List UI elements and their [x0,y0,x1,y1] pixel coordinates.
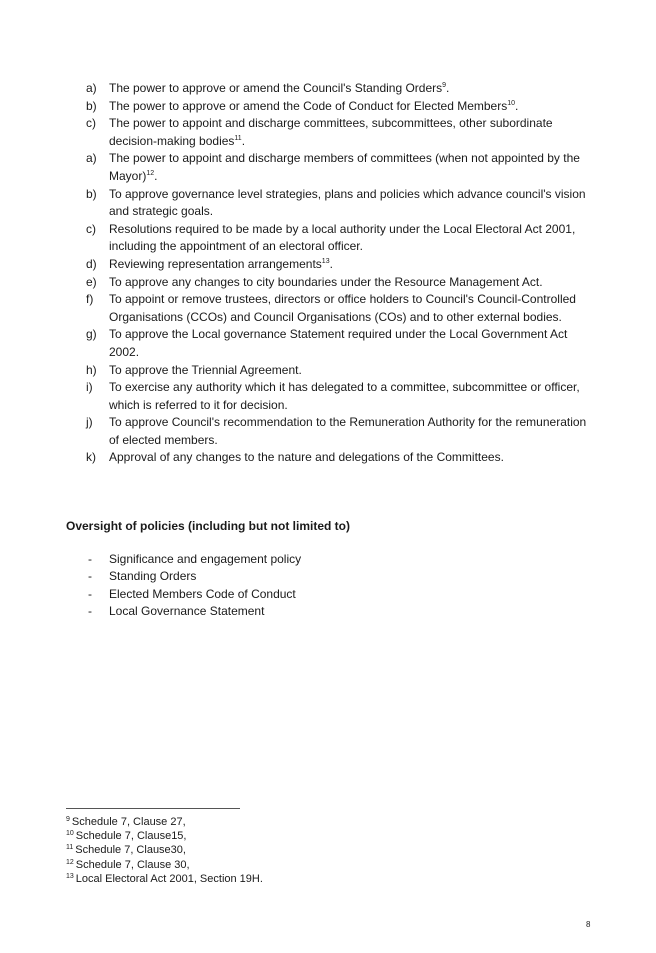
list-item-text: Reviewing representation arrangements [109,256,322,271]
policies-list [86,551,301,621]
list-item-text: Standing Orders [109,569,197,584]
list-marker: e) [86,274,97,289]
list-marker: d) [86,256,97,271]
footnote [66,829,263,843]
list-item-text: Significance and engagement policy [109,552,302,566]
list-marker: a) [86,81,97,95]
list-item [86,586,301,603]
footnote-ref[interactable]: 12 [146,169,155,177]
footnote-number: 9 [66,816,70,823]
list-marker: a) [86,151,97,166]
list-item-text: Elected Members Code of Conduct [109,586,296,601]
list-marker: g) [86,327,97,342]
bullet-dash: - [88,569,92,584]
list-marker: b) [86,98,97,113]
list-item-text: The power to approve or amend the Council's Standing Orders [109,81,443,95]
footnote [66,815,263,829]
page-number: 8 [586,920,591,929]
list-item-text: To appoint or remove trustees, directors or office holders to Council's Council-Controlled Organisations (CCOs) and Council Organisations (COs) and to other external bodies. [109,292,576,324]
powers-list [86,80,591,467]
footnote-separator [66,808,240,809]
footnote-text: Schedule 7, Clause30, [75,844,186,857]
list-item-tail: . [241,133,246,148]
list-item-text: To exercise any authority which it has delegated to a committee, subcommittee or officer, which is referred to it for decision. [109,380,580,412]
list-marker: h) [86,362,97,377]
list-marker: j) [86,415,93,430]
list-item-text: The power to approve or amend the Code of Conduct for Elected Members [109,98,508,113]
list-item-text: The power to appoint and discharge committees, subcommittees, other subordinate decision-making bodies [109,116,553,148]
list-item [86,80,591,98]
footnote [66,843,263,857]
list-item [86,414,591,449]
footnote-text: Schedule 7, Clause15, [75,830,187,843]
list-item-tail: . [446,81,450,95]
list-item-tail: . [329,256,333,271]
bullet-dash: - [88,552,92,566]
list-item [86,326,591,361]
bullet-dash: - [88,586,92,601]
bullet-dash: - [88,604,92,619]
list-item-text: To approve the Local governance Statement required under the Local Government Act 2002. [109,327,568,359]
list-item [86,379,591,414]
list-item-text: To approve governance level strategies, plans and policies which advance council's vision and strategic goals. [109,186,586,219]
list-item-text: Local Governance Statement [109,604,265,619]
list-item [86,551,301,568]
list-item [86,291,591,326]
list-item-text: Resolutions required to be made by a local authority under the Local Electoral Act 2001, including the appointment of an electoral officer. [109,221,576,254]
footnote-number: 11 [66,844,74,852]
list-item [86,256,591,274]
footnote-text: Schedule 7, Clause 27, [71,816,186,828]
footnote [66,858,263,872]
list-marker: c) [86,221,96,236]
list-item-text: The power to appoint and discharge members of committees (when not appointed by the Mayor) [109,151,580,183]
footnote-number: 13 [66,872,74,880]
section-heading: Oversight of policies (including but not limited to) [66,519,350,533]
footnote-number: 10 [66,830,74,838]
list-item-tail: . [154,168,158,183]
footnote-text: Schedule 7, Clause 30, [75,858,190,871]
list-item [86,362,591,380]
footnote [66,872,263,886]
list-item-text: To approve the Triennial Agreement. [109,362,302,377]
list-item [86,98,591,116]
list-item [86,274,591,292]
footnote-number: 12 [66,858,74,866]
list-item-text: To approve any changes to city boundaries under the Resource Management Act. [109,274,543,289]
list-marker: c) [86,116,96,131]
list-marker: i) [86,380,93,395]
list-item [86,603,301,620]
list-item [86,568,301,585]
footnote-ref[interactable]: 10 [507,99,516,107]
list-item [86,115,591,150]
list-marker: b) [86,186,97,201]
footnote-ref[interactable]: 9 [442,82,447,89]
list-marker: f) [86,292,94,307]
footnotes [66,815,263,886]
footnote-ref[interactable]: 11 [234,134,242,142]
list-item [86,221,591,256]
list-item [86,186,591,221]
list-marker: k) [86,450,96,465]
list-item-text: Approval of any changes to the nature and delegations of the Committees. [109,450,504,465]
list-item [86,449,591,467]
list-item-text: To approve Council's recommendation to the Remuneration Authority for the remuneration of elected members. [109,415,587,447]
list-item-tail: . [515,98,519,113]
footnote-ref[interactable]: 13 [321,257,330,265]
footnote-text: Local Electoral Act 2001, Section 19H. [75,872,263,885]
list-item [86,150,591,185]
